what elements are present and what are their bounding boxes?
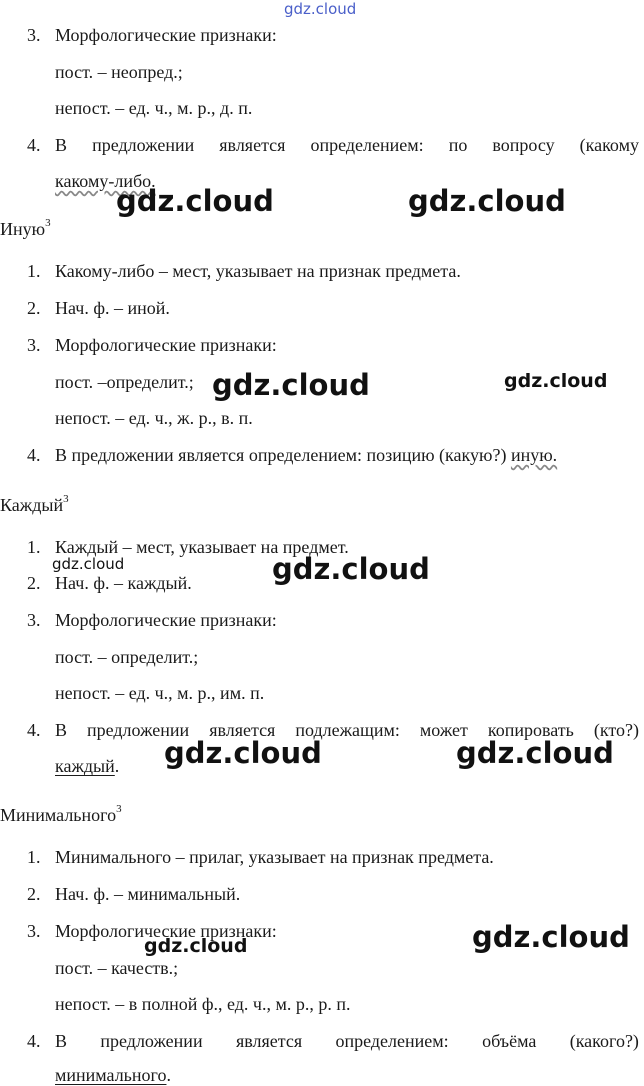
item-text: Нач. ф. – иной.: [55, 298, 170, 318]
item-number: 3.: [27, 25, 41, 45]
answer-word: какому-либо.: [55, 171, 156, 191]
item-text: Каждый – мест, указывает на предмет.: [55, 537, 349, 557]
item-text: Нач. ф. – минимальный.: [55, 884, 241, 904]
watermark: gdz.cloud: [272, 552, 430, 586]
watermark: gdz.cloud: [144, 935, 248, 957]
item-number: 4.: [27, 135, 41, 155]
watermark: gdz.cloud: [116, 184, 274, 218]
item-number: 4.: [27, 1031, 41, 1051]
item-text: Морфологические признаки:: [55, 610, 277, 630]
watermark: gdz.cloud: [504, 370, 608, 392]
minimal-nepost: непост. – в полной ф., ед. ч., м. р., р. п.: [55, 994, 351, 1014]
item-number: 3.: [27, 610, 41, 630]
heading-text: Минимального: [0, 805, 117, 825]
watermark-top: gdz.cloud: [284, 0, 357, 18]
word: предложении: [92, 135, 195, 155]
item-number: 1.: [27, 847, 41, 867]
word: (какого?): [569, 1031, 639, 1051]
item-text: [55, 134, 639, 156]
item-number: 3.: [27, 921, 41, 941]
item-text: Минимального – прилаг, указывает на признак предмета.: [55, 847, 494, 867]
heading-text: Каждый: [0, 495, 64, 515]
item-number: 1.: [27, 261, 41, 281]
word: В: [55, 1031, 68, 1051]
answer-word: каждый: [55, 756, 115, 776]
word: В: [55, 135, 68, 155]
top-nepost: непост. – ед. ч., м. р., д. п.: [55, 98, 253, 118]
watermark: gdz.cloud: [472, 920, 630, 954]
item-number: 4.: [27, 445, 41, 465]
item-number: 4.: [27, 720, 41, 740]
inuyu-post: пост. –определит.;: [55, 372, 194, 392]
section-heading-kazhdy: [0, 490, 69, 516]
item-number: 2.: [27, 573, 41, 593]
tail: .: [166, 1065, 171, 1085]
minimal-post: пост. – качеств.;: [55, 958, 179, 978]
heading-sup: 3: [63, 493, 69, 505]
kazhdy-item-4-continuation: [55, 755, 119, 777]
word: определением:: [335, 1031, 449, 1051]
item-text: Какому-либо – мест, указывает на признак предмета.: [55, 261, 461, 281]
item-number: 2.: [27, 884, 41, 904]
word: объёма: [482, 1031, 537, 1051]
section-heading-minimal: [0, 800, 122, 826]
kazhdy-post: пост. – определит.;: [55, 647, 199, 667]
word: определением:: [310, 135, 424, 155]
item-text: Морфологические признаки:: [55, 335, 277, 355]
word: В: [55, 720, 68, 740]
word: копировать: [487, 720, 574, 740]
minimal-item-4-continuation: [55, 1064, 171, 1086]
watermark: gdz.cloud: [164, 736, 322, 770]
item-text: [55, 1030, 639, 1052]
kazhdy-nepost: непост. – ед. ч., м. р., им. п.: [55, 683, 265, 703]
heading-sup: 3: [116, 803, 122, 815]
word: (кто?): [593, 720, 639, 740]
heading-sup: 3: [45, 217, 51, 229]
item-number: 2.: [27, 298, 41, 318]
watermark: gdz.cloud: [456, 736, 614, 770]
answer-word: иную.: [510, 445, 558, 465]
word: является: [235, 1031, 303, 1051]
item-number: 1.: [27, 537, 41, 557]
top-post: пост. – неопред.;: [55, 62, 183, 82]
answer-word: минимального: [55, 1065, 167, 1085]
word: является: [209, 720, 276, 740]
item-text: Нач. ф. – каждый.: [55, 573, 192, 593]
word: является: [219, 135, 286, 155]
word: предложении: [100, 1031, 203, 1051]
word: по: [448, 135, 468, 155]
inuyu-nepost: непост. – ед. ч., ж. р., в. п.: [55, 408, 253, 428]
watermark: gdz.cloud: [212, 368, 370, 402]
item-text: [55, 444, 557, 466]
watermark: gdz.cloud: [408, 184, 566, 218]
item-text: Морфологические признаки:: [55, 25, 277, 45]
word: подлежащим:: [295, 720, 400, 740]
word: предложении: [87, 720, 190, 740]
item-text-main: В предложении является определением: позицию (какую?): [55, 445, 507, 465]
tail: .: [114, 756, 120, 776]
word: может: [419, 720, 468, 740]
heading-text: Иную: [0, 219, 46, 239]
section-heading-inuyu: [0, 214, 51, 240]
watermark: gdz.cloud: [52, 555, 125, 573]
word: (какому: [579, 135, 639, 155]
item-text: Морфологические признаки:: [55, 921, 277, 941]
word: вопросу: [492, 135, 555, 155]
item-number: 3.: [27, 335, 41, 355]
